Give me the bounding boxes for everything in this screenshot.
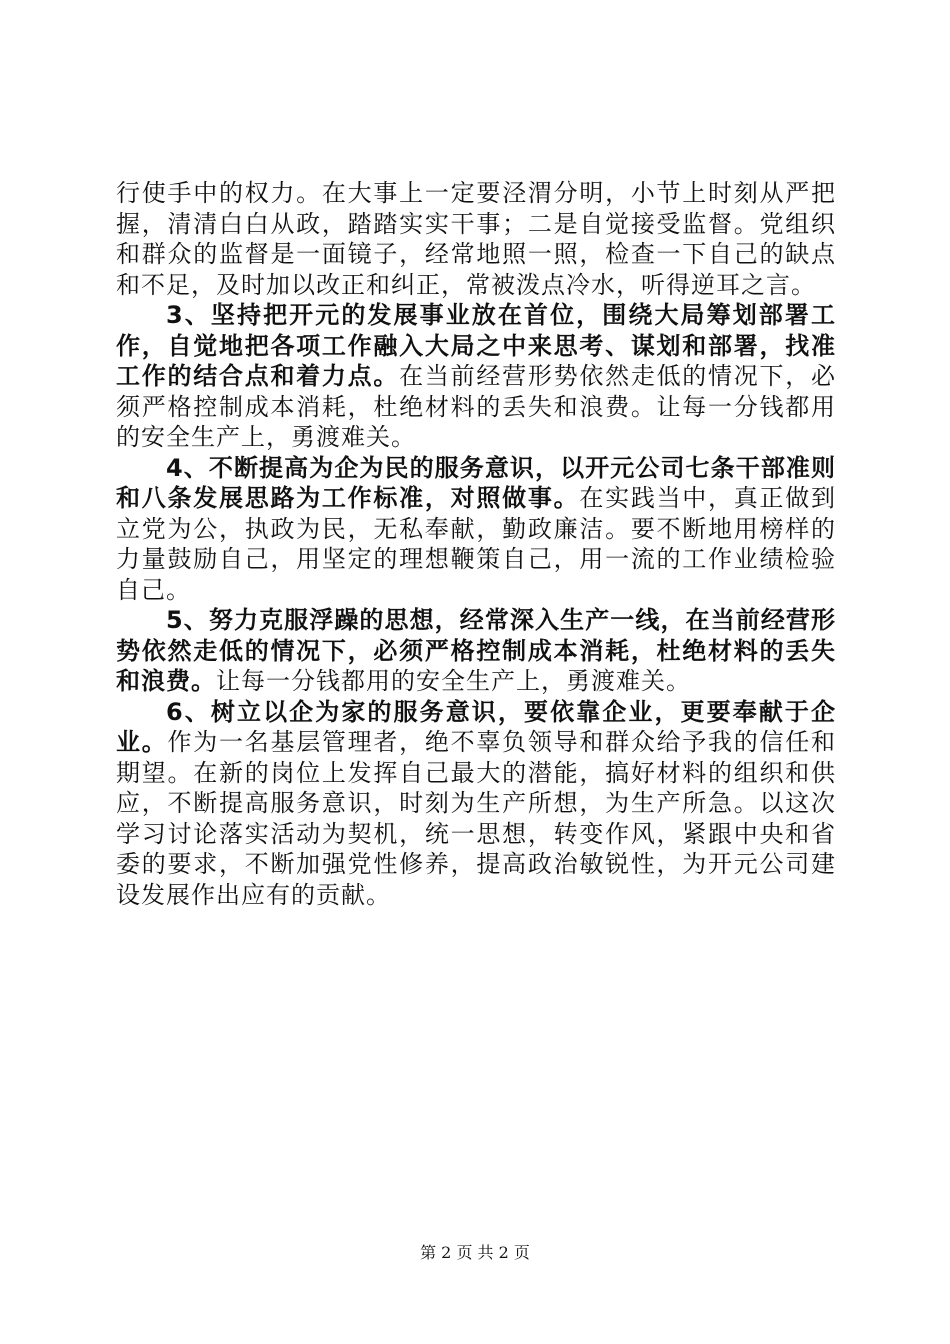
document-body	[116, 178, 836, 910]
paragraph-lead: 6、树立以企为家的服务意识，要依靠企业，更要奉献于企业。	[116, 697, 836, 756]
paragraph-text: 在实践当中，真正做到立党为公，执政为民，无私奉献，勤政廉洁。要不断地用榜样的力量鼓励自己，用坚定的理想鞭策自己，用一流的工作业绩检验自己。	[116, 484, 837, 604]
paragraph-lead: 3、坚持把开元的发展事业放在首位，围绕大局筹划部署工作，自觉地把各项工作融入大局之中来思考、谋划和部署，找准工作的结合点和着力点。	[116, 301, 836, 390]
page-footer	[0, 1243, 950, 1263]
paragraph-item-4	[116, 453, 836, 606]
paragraph-continuation	[116, 178, 836, 300]
paragraph-text: 让每一分钱都用的安全生产上，勇渡难关。	[216, 667, 691, 695]
paragraph-lead: 5、努力克服浮躁的思想，经常深入生产一线，在当前经营形势依然走低的情况下，必须严格控制成本消耗，杜绝材料的丢失和浪费。	[116, 606, 836, 695]
paragraph-text: 作为一名基层管理者，绝不辜负领导和群众给予我的信任和期望。在新的岗位上发挥自己最大的潜能，搞好材料的组织和供应，不断提高服务意识，时刻为生产所想，为生产所急。以这次学习讨论落实活动为契机，统一思想，转变作风，紧跟中央和省委的要求，不断加强党性修养，提高政治敏锐性，为开元公司建设发展作出应有的贡献。	[116, 728, 837, 909]
paragraph-item-5	[116, 605, 836, 697]
paragraph-item-6	[116, 697, 836, 911]
paragraph-text: 行使手中的权力。在大事上一定要泾渭分明，小节上时刻从严把握，清清白白从政，踏踏实实干事；二是自觉接受监督。党组织和群众的监督是一面镜子，经常地照一照，检查一下自己的缺点和不足，及时加以改正和纠正，常被泼点冷水，听得逆耳之言。	[116, 179, 836, 299]
paragraph-text: 在当前经营形势依然走低的情况下，必须严格控制成本消耗，杜绝材料的丢失和浪费。让每一分钱都用的安全生产上，勇渡难关。	[116, 362, 837, 451]
paragraph-lead: 4、不断提高为企为民的服务意识，以开元公司七条干部准则和八条发展思路为工作标准，对照做事。	[116, 453, 836, 512]
page-number-label: 第 2 页 共 2 页	[420, 1243, 530, 1262]
paragraph-item-3	[116, 300, 836, 453]
